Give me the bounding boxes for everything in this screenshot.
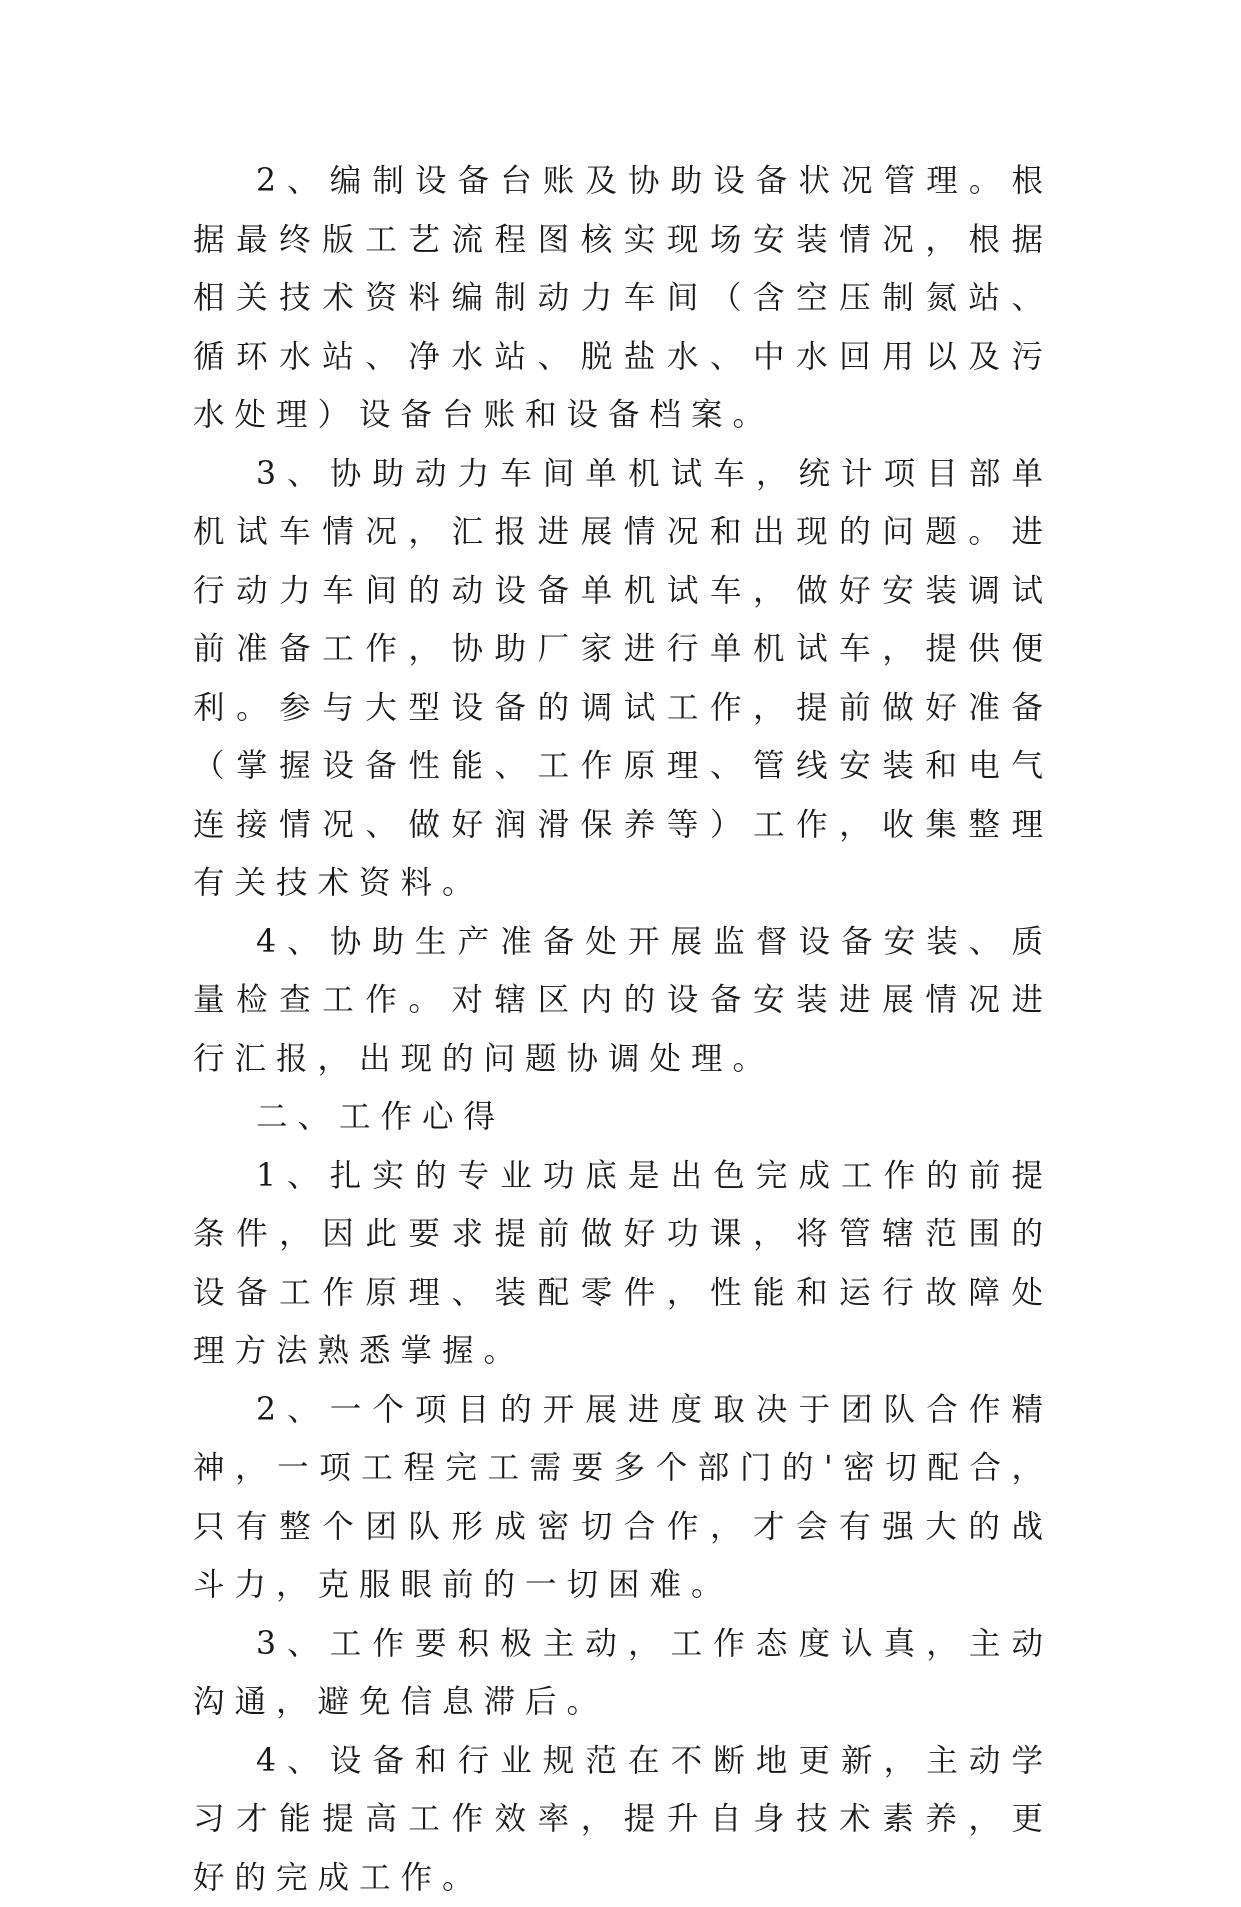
- paragraph-equipment-ledger: 2、编制设备台账及协助设备状况管理。根据最终版工艺流程图核实现场安装情况，根据相关技术资料编制动力车间（含空压制氮站、循环水站、净水站、脱盐水、中水回用以及污水处理）设备台账和设备档案。: [193, 152, 1053, 445]
- paragraph-teamwork: 2、一个项目的开展进度取决于团队合作精神，一项工程完工需要多个部门的'密切配合，只有整个团队形成密切合作，才会有强大的战斗力，克服眼前的一切困难。: [193, 1381, 1053, 1615]
- document-body: [193, 152, 1053, 1907]
- paragraph-installation-supervision: 4、协助生产准备处开展监督设备安装、质量检查工作。对辖区内的设备安装进展情况进行汇报，出现的问题协调处理。: [193, 913, 1053, 1089]
- paragraph-proactive-attitude: 3、工作要积极主动，工作态度认真，主动沟通，避免信息滞后。: [193, 1615, 1053, 1732]
- paragraph-continuous-learning: 4、设备和行业规范在不断地更新，主动学习才能提高工作效率，提升自身技术素养，更好的完成工作。: [193, 1732, 1053, 1907]
- paragraph-single-machine-test: 3、协助动力车间单机试车，统计项目部单机试车情况，汇报进展情况和出现的问题。进行动力车间的动设备单机试车，做好安装调试前准备工作，协助厂家进行单机试车，提供便利。参与大型设备的调试工作，提前做好准备（掌握设备性能、工作原理、管线安装和电气连接情况、做好润滑保养等）工作，收集整理有关技术资料。: [193, 445, 1053, 913]
- paragraph-professional-foundation: 1、扎实的专业功底是出色完成工作的前提条件，因此要求提前做好功课，将管辖范围的设备工作原理、装配零件，性能和运行故障处理方法熟悉掌握。: [193, 1147, 1053, 1381]
- section-heading-work-insights: 二、工作心得: [193, 1088, 1053, 1147]
